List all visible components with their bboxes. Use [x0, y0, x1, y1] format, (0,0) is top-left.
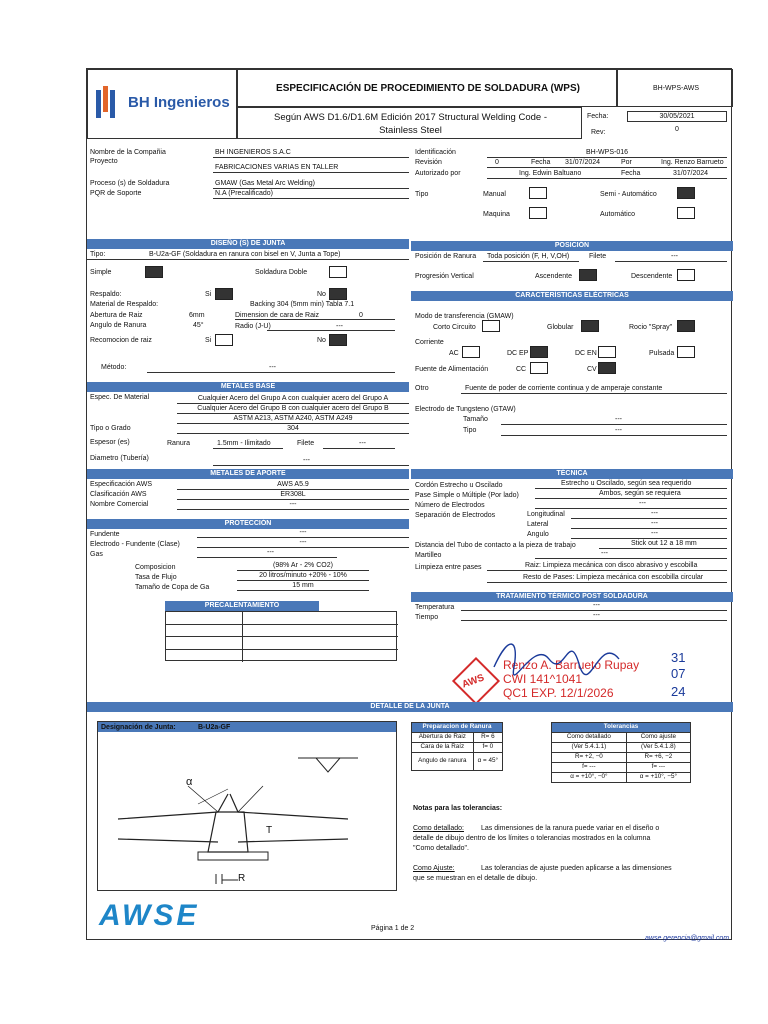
- document-code: BH-WPS-AWS: [652, 85, 700, 92]
- globular-checkbox[interactable]: [581, 320, 599, 332]
- joint-drawing-frame: [97, 721, 397, 891]
- copa-label: Tamaño de Copa de Ga: [135, 584, 210, 591]
- grado-label: Tipo o Grado: [90, 425, 131, 432]
- date-day: 31: [671, 650, 686, 665]
- stamp-name: Renzo A. Barrueto Rupay: [503, 658, 640, 672]
- header-code-box: [617, 69, 733, 107]
- doble-label: Soldadura Doble: [255, 269, 308, 276]
- fecha-value: 30/05/2021: [659, 113, 695, 120]
- r-label: R: [238, 873, 246, 884]
- espec-line3: ASTM A213, ASTM A240, ASTM A249: [233, 415, 353, 422]
- espec-line2: Cualquier Acero del Grupo B con cualquier acero del Grupo B: [197, 405, 389, 412]
- dist-value: Stick out 12 a 18 mm: [631, 540, 697, 547]
- nota1-label: Como detallado:: [413, 825, 464, 832]
- tiempo-value: ---: [593, 612, 600, 619]
- filete-label: Filete: [589, 253, 607, 260]
- tol-cell: (Ver 5.4.1.8): [626, 743, 690, 753]
- prep-title: Preparacion de Ranura: [412, 723, 503, 733]
- sep-label: Separación de Electrodos: [415, 512, 496, 519]
- prep-table: [411, 722, 503, 771]
- logo-icon: [96, 86, 120, 118]
- pqr-label: PQR de Soporte: [90, 190, 142, 197]
- clasif-value: ER308L: [280, 491, 306, 498]
- tiempo-label: Tiempo: [415, 614, 439, 621]
- nota1-line2: detalle de dibujo dentro de los límites o tolerancias mostrados en la columna: [413, 835, 651, 842]
- num-label: Número de Electrodos: [415, 502, 485, 509]
- elec-fundente-label: Electrodo - Fundente (Clase): [90, 541, 180, 548]
- tol-cell: f= ---: [552, 763, 627, 773]
- respaldo-si: Si: [205, 291, 212, 298]
- tipo-tungsteno-label: Tipo: [463, 427, 477, 434]
- por-value: Ing. Renzo Barrueto: [661, 159, 724, 166]
- manual-checkbox[interactable]: [529, 187, 547, 199]
- pase-label: Pase Simple o Múltiple (Por lado): [415, 492, 519, 499]
- otro-value: Fuente de poder de corriente continua y de amperaje constante: [465, 385, 663, 392]
- prep-cell: f= 0: [473, 743, 502, 753]
- diseno-header: DISEÑO (S) DE JUNTA: [87, 239, 409, 249]
- diametro-label: Diametro (Tubería): [90, 455, 149, 462]
- abertura-value: 6mm: [189, 312, 205, 319]
- ident-label: Identificación: [415, 149, 456, 156]
- modo-label: Modo de transferencia (GMAW): [415, 313, 514, 320]
- cc-checkbox[interactable]: [530, 362, 548, 374]
- temp-label: Temperatura: [415, 604, 455, 611]
- otro-label: Otro: [415, 385, 429, 392]
- aporte-header: METALES DE APORTE: [87, 469, 409, 479]
- long-label: Longitudinal: [527, 511, 565, 518]
- compania-value: BH INGENIEROS S.A.C: [215, 149, 291, 156]
- tol-title: Tolerancias: [552, 723, 691, 733]
- gas-value: ---: [267, 549, 274, 556]
- aws-logo-text: AWS: [460, 672, 486, 691]
- tol-cell: R= +6, −2: [626, 753, 690, 763]
- comp-label: Composicion: [135, 564, 176, 571]
- pulsada-label: Pulsada: [649, 350, 675, 357]
- proteccion-header: PROTECCIÓN: [87, 519, 409, 529]
- tol-cell: (Ver 5.4.1.1): [552, 743, 627, 753]
- mart-value: ---: [601, 550, 608, 557]
- tol-table: [551, 722, 691, 783]
- descendente-label: Descendente: [631, 273, 673, 280]
- ascendente-label: Ascendente: [535, 273, 572, 280]
- signature: [489, 629, 639, 677]
- abertura-label: Abertura de Raiz: [90, 312, 143, 319]
- recom-no-checkbox[interactable]: [329, 334, 347, 346]
- num-value: ---: [639, 500, 646, 507]
- angulo-value: 45°: [193, 322, 204, 329]
- prep-cell: Angulo de ranura: [412, 753, 474, 771]
- dim-label: Dimension de cara de Raiz: [235, 312, 320, 319]
- subtitle-line2: Stainless Steel: [379, 125, 442, 136]
- ac-checkbox[interactable]: [462, 346, 480, 358]
- detalle-header: DETALLE DE LA JUNTA: [87, 702, 733, 712]
- t-label: T: [266, 825, 273, 836]
- date-month: 07: [671, 666, 686, 681]
- globular-label: Globular: [547, 324, 574, 331]
- joint-drawing: [98, 734, 396, 890]
- lat-label: Lateral: [527, 521, 549, 528]
- rev-fecha-value: 31/07/2024: [565, 159, 601, 166]
- stamp-cwi: CWI 141^1041: [503, 672, 583, 686]
- ac-label: AC: [449, 350, 459, 357]
- fundente-value: ---: [299, 529, 307, 536]
- post-header: TRATAMIENTO TÉRMICO POST SOLDADURA: [411, 592, 733, 602]
- subtitle-line1: Según AWS D1.6/D1.6M Edición 2017 Structural Welding Code -: [273, 112, 547, 123]
- prep-cell: Abertura de Raiz: [412, 733, 474, 743]
- espesor-label: Espesor (es): [90, 439, 130, 446]
- page-number: Página 1 de 2: [371, 925, 415, 932]
- compania-label: Nombre de la Compañia: [90, 149, 166, 156]
- prep-cell: α = 45°: [473, 753, 502, 771]
- date-year: 24: [671, 684, 686, 699]
- precal-header: PRECALENTAMIENTO: [165, 601, 319, 611]
- recom-label: Recomocion de raiz: [90, 337, 152, 344]
- autorizado-fecha: 31/07/2024: [673, 170, 709, 177]
- tol-cell: f= ---: [626, 763, 690, 773]
- cordon-label: Cordón Estrecho u Oscilado: [415, 482, 503, 489]
- ident-value: BH-WPS-016: [585, 149, 628, 156]
- elec-fundente-value: ---: [299, 539, 307, 546]
- proyecto-value: FABRICACIONES VARIAS EN TALLER: [215, 164, 339, 171]
- dcen-checkbox[interactable]: [598, 346, 616, 358]
- copa-value: 15 mm: [292, 582, 314, 589]
- espesor-value: 1.5mm - Ilimitado: [217, 440, 271, 447]
- espesor-filete: Filete: [297, 440, 315, 447]
- radio-value: ---: [336, 323, 343, 330]
- cc-label: CC: [516, 366, 527, 373]
- metodo-label: Método:: [101, 364, 127, 371]
- fuente-label: Fuente de Alimentación: [415, 366, 489, 373]
- nota2-line1: Las tolerancias de ajuste pueden aplicarse a las dimensiones: [481, 865, 672, 872]
- vertical-label: Progresión Vertical: [415, 273, 474, 280]
- nota2-line2: que se muestran en el detalle de dibujo.: [413, 875, 538, 882]
- maquina-label: Maquina: [483, 211, 510, 218]
- footer-email: awse.gerencia@gmail.com: [645, 935, 730, 942]
- desig-value: B-U2a-GF: [198, 724, 231, 731]
- header-subtitle-box: [237, 107, 582, 139]
- rev-value: 0: [675, 126, 679, 133]
- respaldo-no-checkbox[interactable]: [329, 288, 347, 300]
- metales-header: METALES BASE: [87, 382, 409, 392]
- notas-title: Notas para las tolerancias:: [413, 805, 503, 812]
- stamp-exp: QC1 EXP. 12/1/2026: [503, 686, 614, 700]
- simple-label: Simple: [90, 269, 112, 276]
- recom-si-checkbox[interactable]: [215, 334, 233, 346]
- espesor-ranura: Ranura: [167, 440, 190, 447]
- tol-header: Como ajuste: [626, 733, 690, 743]
- pulsada-checkbox[interactable]: [677, 346, 695, 358]
- revision-value: 0: [495, 159, 499, 166]
- simple-checkbox[interactable]: [145, 266, 163, 278]
- gas-label: Gas: [90, 551, 103, 558]
- pqr-value: N.A (Precalificado): [215, 190, 273, 197]
- ang-value: ---: [651, 530, 658, 537]
- radio-label: Radio (J-U): [235, 323, 271, 330]
- recom-si: Si: [205, 337, 212, 344]
- tipo-tungsteno-value: ---: [615, 427, 622, 434]
- desig-label: Designación de Junta:: [101, 724, 176, 731]
- corriente-label: Corriente: [415, 339, 444, 346]
- tamano-value: ---: [615, 416, 622, 423]
- tipo-label: Tipo: [415, 191, 429, 198]
- proceso-value: GMAW (Gas Metal Arc Welding): [215, 180, 315, 187]
- wps-document: [86, 68, 732, 940]
- prep-cell: R= 6: [473, 733, 502, 743]
- corto-checkbox[interactable]: [482, 320, 500, 332]
- espec-material-label: Espec. De Material: [90, 394, 150, 401]
- tol-cell: α = +10°, −0°: [552, 773, 627, 783]
- tol-cell: R= +2, −0: [552, 753, 627, 763]
- filete-value: ---: [671, 253, 678, 260]
- auto-checkbox[interactable]: [677, 207, 695, 219]
- autorizado-label: Autorizado por: [415, 170, 461, 177]
- clasif-label: Clasificación AWS: [90, 491, 147, 498]
- espec-line1: Cualquier Acero del Grupo A con cualquier acero del Grupo A: [197, 395, 389, 402]
- autorizado-value: Ing. Edwin Baltuano: [519, 170, 582, 177]
- posicion-header: POSICIÓN: [411, 241, 733, 251]
- doble-checkbox[interactable]: [329, 266, 347, 278]
- ang-label: Angulo: [527, 531, 549, 538]
- dcep-checkbox[interactable]: [530, 346, 548, 358]
- electricas-header: CARACTERÍSTICAS ELÉCTRICAS: [411, 291, 733, 301]
- rev-fecha-label: Fecha: [531, 159, 551, 166]
- descendente-checkbox[interactable]: [677, 269, 695, 281]
- tecnica-header: TÉCNICA: [411, 469, 733, 479]
- lat-value: ---: [651, 520, 658, 527]
- dcen-label: DC EN: [575, 350, 597, 357]
- rev-label: Rev:: [591, 129, 606, 136]
- autorizado-fecha-label: Fecha: [621, 170, 641, 177]
- fecha-label: Fecha:: [587, 113, 609, 120]
- precal-table: [165, 611, 397, 661]
- auto-label: Automático: [600, 211, 636, 218]
- prep-cell: Cara de la Raíz: [412, 743, 474, 753]
- limp-label: Limpieza entre pases: [415, 564, 482, 571]
- pase-value: Ambos, según se requiera: [599, 490, 681, 497]
- cv-checkbox[interactable]: [598, 362, 616, 374]
- tamano-label: Tamaño: [463, 416, 488, 423]
- nota1-line1: Las dimensiones de la ranura puede variar en el diseño o: [481, 825, 660, 832]
- dim-value: 0: [359, 312, 363, 319]
- proyecto-label: Proyecto: [90, 158, 118, 165]
- diametro-value: ---: [303, 457, 310, 464]
- proceso-label: Proceso (s) de Soldadura: [90, 180, 170, 187]
- maquina-checkbox[interactable]: [529, 207, 547, 219]
- engineer-stamp: [449, 629, 709, 704]
- metodo-value: ---: [269, 364, 276, 371]
- diseno-tipo-label: Tipo:: [90, 251, 106, 258]
- ascendente-checkbox[interactable]: [579, 269, 597, 281]
- recom-no: No: [317, 337, 326, 344]
- revision-label: Revisión: [415, 159, 442, 166]
- header-title-box: [237, 69, 617, 107]
- temp-value: ---: [593, 602, 600, 609]
- aporte-espec-label: Especificación AWS: [90, 481, 152, 488]
- semi-label: Semi - Automático: [600, 191, 657, 198]
- limp-raiz: Raiz: Limpieza mecánica con disco abrasivo y escobilla: [525, 562, 698, 569]
- nombre-value: ---: [289, 501, 297, 508]
- nota2-label: Como Ajuste:: [413, 865, 455, 872]
- material-value: Backing 304 (5mm min) Tabla 7.1: [250, 301, 355, 308]
- fundente-label: Fundente: [90, 531, 120, 538]
- rocio-checkbox[interactable]: [677, 320, 695, 332]
- nota1-line3: "Como detallado".: [413, 845, 469, 852]
- espesor-filete-value: ---: [359, 440, 366, 447]
- alpha-label: α: [186, 776, 193, 788]
- respaldo-no: No: [317, 291, 326, 298]
- por-label: Por: [621, 159, 632, 166]
- diseno-tipo-value: B-U2a-GF (Soldadura en ranura con bisel en V, Junta a Tope): [149, 251, 341, 258]
- header-logo-box: [87, 69, 237, 139]
- manual-label: Manual: [483, 191, 506, 198]
- material-label: Material de Respaldo:: [90, 301, 159, 308]
- long-value: ---: [651, 510, 658, 517]
- tol-header: Como detallado: [552, 733, 627, 743]
- tol-cell: α = +10°, −5°: [626, 773, 690, 783]
- cv-label: CV: [587, 366, 597, 373]
- tasa-value: 20 litros/minuto +20% - 10%: [259, 572, 347, 579]
- grado-value: 304: [287, 425, 299, 432]
- dcep-label: DC EP: [507, 350, 529, 357]
- dist-label: Distancia del Tubo de contacto a la pieza de trabajo: [415, 542, 576, 549]
- awse-logo: AWSE: [99, 899, 200, 932]
- respaldo-label: Respaldo:: [90, 291, 122, 298]
- tasa-label: Tasa de Flujo: [135, 574, 177, 581]
- semi-checkbox[interactable]: [677, 187, 695, 199]
- limp-resto: Resto de Pases: Limpieza mecánica con escobilla circular: [523, 574, 704, 581]
- ranura-value: Toda posición (F, H, V,OH): [487, 253, 570, 260]
- rocio-label: Rocio "Spray": [629, 324, 673, 331]
- document-title: ESPECIFICACIÓN DE PROCEDIMIENTO DE SOLDADURA (WPS): [276, 83, 580, 94]
- brand-name: BH Ingenieros: [128, 94, 230, 111]
- tungsteno-label: Electrodo de Tungsteno (GTAW): [415, 406, 516, 413]
- aporte-espec-value: AWS A5.9: [277, 481, 309, 488]
- ranura-label: Posición de Ranura: [415, 253, 477, 260]
- corto-label: Corto Circuito: [433, 324, 476, 331]
- mart-label: Martilleo: [415, 552, 442, 559]
- respaldo-si-checkbox[interactable]: [215, 288, 233, 300]
- cordon-value: Estrecho u Oscilado, según sea requerido: [561, 480, 692, 487]
- nombre-label: Nombre Comercial: [90, 501, 149, 508]
- angulo-label: Angulo de Ranura: [90, 322, 147, 329]
- comp-value: (98% Ar - 2% CO2): [273, 562, 333, 569]
